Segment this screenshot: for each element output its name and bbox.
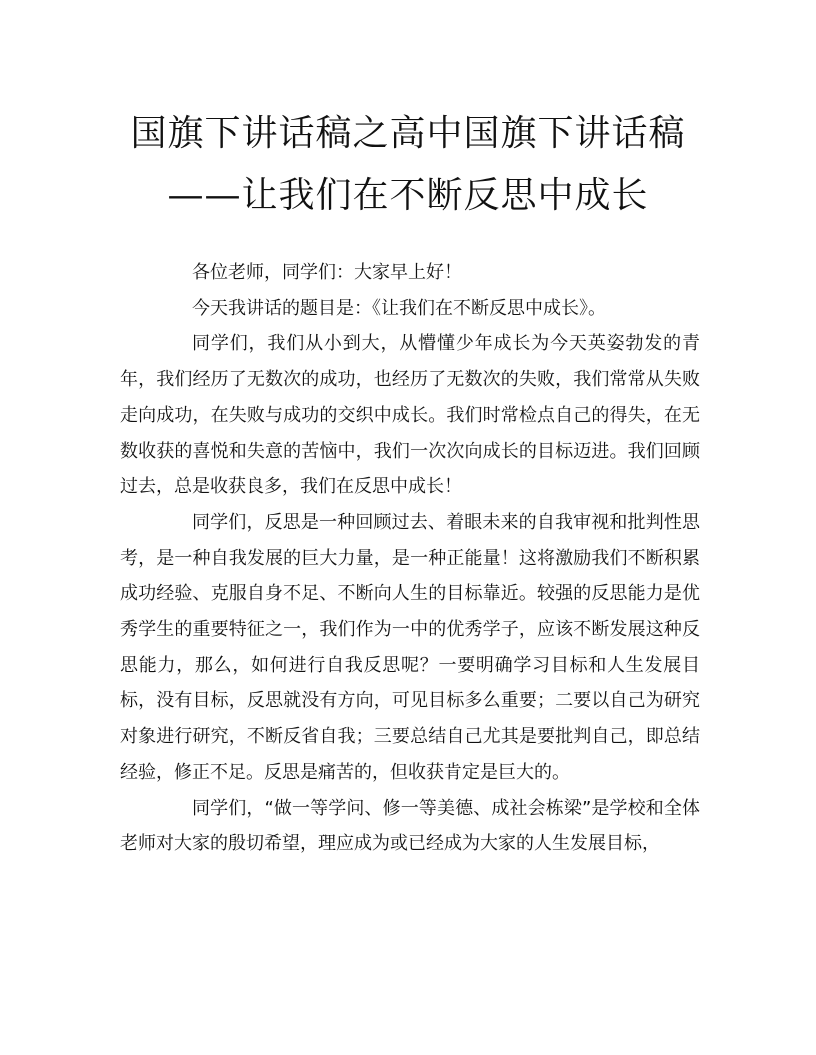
paragraph-goals: 同学们，“做一等学问、修一等美德、成社会栋梁”是学校和全体老师对大家的殷切希望，理应成为或已经成为大家的人生发展目标， [120, 797, 700, 855]
document-body [120, 255, 700, 862]
paragraph-reflection: 同学们，反思是一种回顾过去、着眼未来的自我审视和批判性思考，是一种自我发展的巨大力量，是一种正能量！这将激励我们不断积累成功经验、克服自身不足、不断向人生的目标靠近。较强的反思能力是优秀学生的重要特征之一，我们作为一中的优秀学子，应该不断发展这种反思能力，那么，如何进行自我反思呢？一要明确学习目标和人生发展目标，没有目标，反思就没有方向，可见目标多么重要；二要以自己为研究对象进行研究，不断反省自我；三要总结自己尤其是要批判自己，即总结经验，修正不足。反思是痛苦的，但收获肯定是巨大的。 [120, 511, 700, 783]
paragraph-growth: 同学们，我们从小到大，从懵懂少年成长为今天英姿勃发的青年，我们经历了无数次的成功，也经历了无数次的失败，我们常常从失败走向成功，在失败与成功的交织中成长。我们时常检点自己的得失，在无数收获的喜悦和失意的苦恼中，我们一次次向成长的目标迈进。我们回顾过去，总是收获良多，我们在反思中成长！ [120, 333, 700, 498]
document-subtitle: ——让我们在不断反思中成长 [167, 175, 649, 216]
paragraph-greeting: 各位老师，同学们：大家早上好！ [192, 262, 462, 283]
paragraph-topic: 今天我讲话的题目是：《让我们在不断反思中成长》。 [192, 297, 606, 319]
document-title: 国旗下讲话稿之高中国旗下讲话稿 [130, 113, 686, 154]
